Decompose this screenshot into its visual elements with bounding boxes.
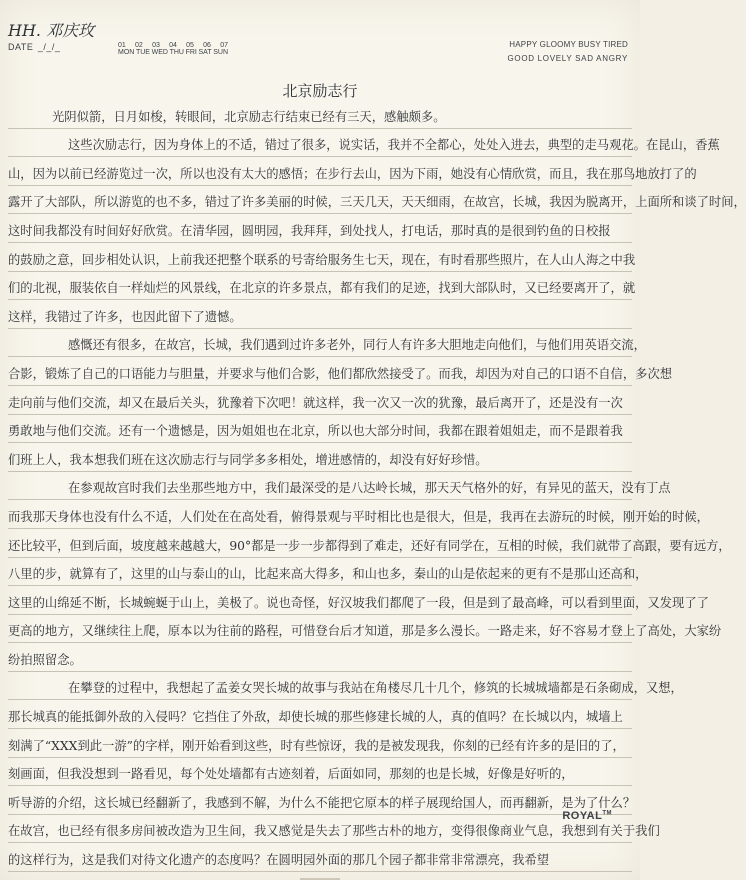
ruled-line xyxy=(8,443,632,472)
ruled-line xyxy=(8,129,720,158)
ruled-line xyxy=(8,157,697,186)
day-number: 07 xyxy=(220,42,228,49)
brand-text: ROYAL xyxy=(562,810,603,822)
ruled-line xyxy=(8,758,632,787)
ruled-line xyxy=(8,386,632,415)
day-number: 04 xyxy=(169,42,177,49)
handwritten-line: 这样，我错过了许多，也因此留下了遗憾。 xyxy=(8,309,242,324)
ruled-line xyxy=(8,700,632,729)
ruled-line xyxy=(8,815,660,844)
ruled-line xyxy=(8,243,636,272)
day-name: THU xyxy=(169,49,184,56)
essay-title: 北京励志行 xyxy=(282,82,358,100)
handwritten-line: 刻画面，但我没想到一路看见，每个处处墙都有古迹刻着，后面如同，那刻的也是长城，好像是好听的， xyxy=(8,767,574,782)
handwritten-line: 在攀登的过程中，我想起了孟姜女哭长城的故事与我站在角楼尽几十几个，修筑的长城城墙都是石条砌成，又想， xyxy=(68,681,683,696)
handwritten-line: 这时间我都没有时间好好欣赏。在清华园，圆明园，我拜拜，到处找人，打电话，那时真的是很到钓鱼的日校报 xyxy=(8,223,611,238)
handwritten-line: 山，因为以前已经游览过一次，所以也没有太大的感悟；在步行去山，因为下雨，她没有心情欣赏，而且，我在那鸟地放打了的 xyxy=(8,166,697,181)
handwritten-line: 听导游的介绍，这长城已经翻新了，我感到不解，为什么不能把它原本的样子展现给国人，而再翻新，是为了什么？ xyxy=(8,795,636,810)
ruled-line xyxy=(8,786,636,815)
handwritten-line: 们班上人，我本想我们班在这次励志行与同学多多相处，增进感情的，却没有好好珍惜。 xyxy=(8,452,488,467)
handwritten-line: 八里的步，就算有了，这里的山与泰山的山，比起来高大得多，和山也多，秦山的山是依起来的更有不是那山还高和， xyxy=(8,567,648,582)
day-number: 01 xyxy=(118,42,126,49)
mood-line-1: HAPPY GLOOMY BUSY TIRED xyxy=(509,40,628,49)
ruled-line xyxy=(8,186,746,215)
essay-body xyxy=(8,100,746,872)
day-name: SUN xyxy=(213,49,228,56)
handwritten-line: 在参观故宫时我们去坐那些地方中，我们最深受的是八达岭长城，那天天气格外的好，有异见的蓝天，没有丁点 xyxy=(68,481,671,496)
ruled-line xyxy=(8,272,636,301)
day-name: FRI xyxy=(185,49,197,56)
day-name: MON xyxy=(118,49,135,56)
handwritten-line: 感慨还有很多，在故宫，长城，我们遇到过许多老外，同行人有许多大胆地走向他们，与他们用英语交流， xyxy=(68,338,646,353)
handwritten-line: 的这样行为，这是我们对待文化遗产的态度吗？在圆明园外面的那几个园子都非常非常漂亮，我希望 xyxy=(8,853,550,868)
handwritten-line: 在故宫，也已经有很多房间被改造为卫生间，我又感觉是失去了那些古朴的地方，变得很像商业气息，我想到有关于我们 xyxy=(8,824,660,839)
handwritten-line: 露开了大部队，所以游览的也不多，错过了许多美丽的时候，三天几天，天天细雨，在故宫，长城，我因为脱离开，上面所和谈了时间， xyxy=(8,195,746,210)
day-number: 05 xyxy=(186,42,194,49)
day-number-row xyxy=(118,42,228,49)
ruled-line xyxy=(8,357,673,386)
handwritten-line: 勇敢地与他们交流。还有一个遗憾是，因为姐姐也在北京，所以也大部分时间，我都在跟着姐姐走，而不是跟着我 xyxy=(8,424,623,439)
day-number: 06 xyxy=(203,42,211,49)
handwritten-line: 的鼓励之意，回步相处认识，上前我还把整个联系的号寄给服务生七天，现在，有时看那些照片，在人山人海之中我 xyxy=(8,252,636,267)
ruled-line xyxy=(8,329,646,358)
day-number: 02 xyxy=(135,42,143,49)
handwritten-line: 这些次励志行，因为身体上的不适，错过了很多，说实话，我并不全都心，处处入进去，典型的走马观花。在昆山，香蕉 xyxy=(68,138,720,153)
day-name: WED xyxy=(151,49,168,56)
handwritten-line: 而我那天身体也没有什么不适，人们处在在高处看，俯得景观与平时相比也是很大，但是，我再在去游玩的时候，刚开始的时候， xyxy=(8,509,709,524)
day-number: 03 xyxy=(152,42,160,49)
handwritten-line: 更高的地方，又继续往上爬，原本以为往前的路程，可惜登台后才知道，那是多么漫长。一路走来，好不容易才登上了高处，大家纷 xyxy=(8,624,722,639)
handwritten-line: 走向前与他们交流，却又在最后关头，犹豫着下次吧！就这样，我一次又一次的犹豫，最后离开了，还是没有一次 xyxy=(8,395,623,410)
student-name: HH. 邓庆玫 xyxy=(8,21,95,40)
mood-checklist xyxy=(507,38,628,66)
ruled-line xyxy=(8,558,648,587)
ruled-line xyxy=(8,843,632,872)
handwritten-line: 还比较平，但到后面，坡度越来越越大，90°都是一步一步都得到了难走，还好有同学在，互相的时候，我们就带了高跟，要有远方， xyxy=(8,538,731,553)
ruled-line xyxy=(8,643,632,672)
day-name-row xyxy=(118,49,228,56)
handwritten-line: 合影，锻炼了自己的口语能力与胆量，并要求与他们合影，他们都欣然接受了。而我，却因为对自己的口语不自信，多次想 xyxy=(8,366,673,381)
brand-trademark: TM xyxy=(602,810,612,817)
ruled-line xyxy=(8,586,709,615)
ruled-line xyxy=(8,615,722,644)
ruled-line xyxy=(8,100,632,129)
day-name: TUE xyxy=(135,49,150,56)
ruled-line xyxy=(8,472,671,501)
date-slashes: _/_/_ xyxy=(37,42,61,52)
ruled-line xyxy=(8,300,632,329)
ruled-line xyxy=(8,529,731,558)
handwritten-line: 那长城真的能抵御外敌的入侵吗？它挡住了外敌，却使长城的那些修建长城的人，真的值吗？在长城以内，城墙上 xyxy=(8,710,623,725)
weekday-grid xyxy=(118,42,228,56)
date-label: DATE xyxy=(8,42,34,52)
handwritten-line: 纷拍照留念。 xyxy=(8,652,82,667)
brand-logo xyxy=(562,810,612,822)
handwritten-line: 刻满了“XXX到此一游”的字样，刚开始看到这些，时有些惊讶，我的是被发现我，你刻的已经有许多的是旧的了， xyxy=(8,738,625,753)
ruled-line xyxy=(8,729,632,758)
handwritten-line: 这里的山绵延不断，长城蜿蜒于山上，美极了。说也奇怪，好汉坡我们都爬了一段，但是到了最高峰，可以看到里面，又发现了了 xyxy=(8,595,709,610)
ruled-line xyxy=(8,415,632,444)
date-field xyxy=(8,42,60,52)
handwritten-line: 们的北视，服装依自一样灿烂的风景线，在北京的许多景点，都有我们的足迹，找到大部队时，又已经要离开了，就 xyxy=(8,281,636,296)
day-name: SAT xyxy=(198,49,212,56)
handwritten-line: 光阴似箭，日月如梭，转眼间，北京励志行结束已经有三天，感触颇多。 xyxy=(52,109,446,124)
ruled-line xyxy=(8,672,683,701)
mood-line-2: GOOD LOVELY SAD ANGRY xyxy=(507,54,628,63)
ruled-line xyxy=(8,500,709,529)
ruled-line xyxy=(8,214,632,243)
